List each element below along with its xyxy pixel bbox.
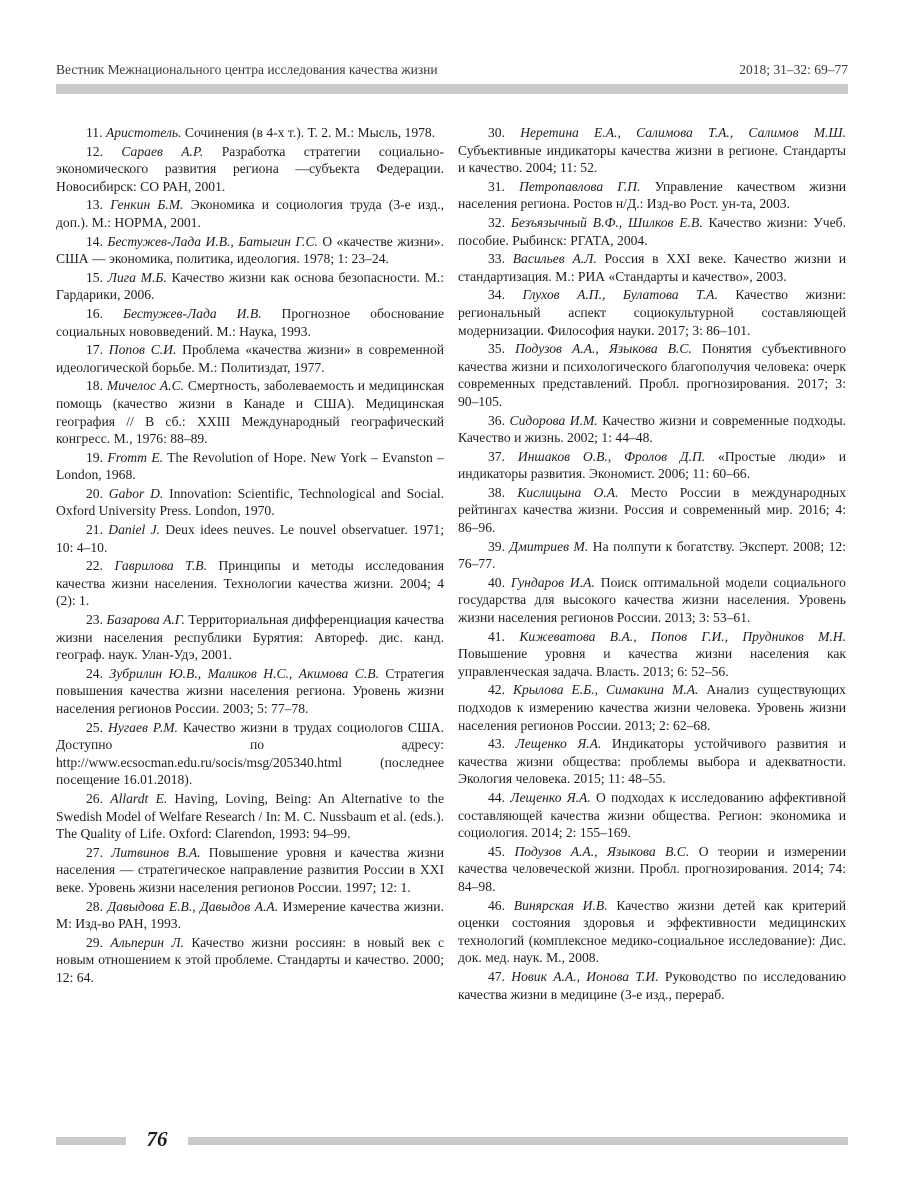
- reference-item: [56, 305, 444, 340]
- reference-item: [458, 340, 846, 410]
- reference-text: The Revolution of Hope. New York – Evanston – London, 1968.: [56, 449, 444, 483]
- reference-number: 25.: [86, 719, 103, 735]
- reference-number: 20.: [86, 485, 103, 501]
- reference-text: Качество жизни: Учеб. пособие. Рыбинск: РГАТА, 2004.: [458, 214, 846, 248]
- reference-text: Прогнозное обоснование социальных нововведений. М.: Наука, 1993.: [56, 305, 444, 339]
- reference-author: Бестужев-Лада И.В.: [122, 305, 262, 321]
- reference-number: 40.: [488, 574, 505, 590]
- reference-number: 44.: [488, 789, 505, 805]
- reference-author: Мичелос А.С.: [106, 378, 185, 394]
- reference-author: Лещенко Я.А.: [510, 789, 591, 805]
- reference-text: Качество жизни: региональный аспект социокультурной составляющей модернизации. Философия науки. 2017; 3: 86–101.: [458, 287, 846, 338]
- reference-number: 18.: [86, 378, 103, 394]
- reference-author: Винярская И.В.: [513, 897, 608, 913]
- reference-number: 37.: [488, 448, 505, 464]
- reference-author: Зубрилин Ю.В., Маликов Н.С., Акимова С.В.: [109, 665, 379, 681]
- reference-author: Fromm E.: [107, 449, 164, 465]
- reference-text: Руководство по исследованию качества жизни в медицине (3-е изд., перераб.: [458, 968, 847, 1002]
- reference-author: Сараев А.Р.: [121, 143, 204, 159]
- reference-number: 27.: [86, 844, 103, 860]
- reference-item: [56, 143, 444, 196]
- reference-author: Кислицына О.А.: [517, 484, 619, 500]
- reference-item: [56, 719, 444, 789]
- reference-author: Глухов А.П., Булатова Т.А.: [522, 287, 718, 303]
- reference-text: Проблема «качества жизни» в современной идеологической борьбе. М.: Политиздат, 1977.: [56, 342, 444, 375]
- reference-number: 26.: [86, 790, 103, 806]
- reference-text: Deux idees neuves. Le nouvel observatuer. 1971; 10: 4–10.: [56, 522, 444, 555]
- reference-item: [56, 790, 444, 843]
- reference-item: [56, 485, 444, 520]
- reference-item: [56, 844, 444, 897]
- reference-number: 41.: [488, 628, 505, 644]
- reference-author: Подузов А.А., Языкова В.С.: [514, 843, 690, 859]
- reference-number: 13.: [86, 197, 103, 213]
- reference-item: [458, 178, 846, 213]
- reference-item: [458, 538, 846, 573]
- reference-item: [56, 898, 444, 933]
- reference-item: [56, 611, 444, 664]
- reference-author: Крылова Е.Б., Симакина М.А.: [512, 682, 699, 698]
- reference-text: Повышение уровня и качества жизни населения — стратегическое направление развития России в XXI веке. Уровень жизни населения регионов России. 1997; 12: 1.: [56, 844, 444, 895]
- reference-number: 38.: [488, 484, 505, 500]
- reference-item: [56, 449, 444, 484]
- reference-item: [458, 286, 846, 339]
- reference-item: [458, 897, 846, 967]
- reference-number: 32.: [488, 214, 505, 230]
- reference-item: [458, 735, 846, 788]
- reference-text: Having, Loving, Being: An Alternative to the Swedish Model of Welfare Research / In: M. C. Nussbaum et al. (eds.). The Quality of Life. Oxford: Clarendon, 1993: 94–99.: [56, 790, 444, 842]
- reference-text: Смертность, заболеваемость и медицинская помощь (качество жизни в Канаде и США). Медицинская география // В сб.: XXIII Международный географический конгресс. М., 1976: 88–89.: [56, 378, 444, 447]
- reference-item: [56, 521, 444, 556]
- references-column-right: [458, 124, 846, 1004]
- reference-item: [458, 214, 846, 249]
- reference-author: Нугаев Р.М.: [108, 719, 178, 735]
- reference-number: 11.: [86, 125, 103, 140]
- page-number: 76: [146, 1127, 168, 1151]
- reference-text: Субъективные индикаторы качества жизни в регионе. Стандарты и качество. 2004; 11: 52.: [458, 142, 846, 176]
- reference-text: На полпути к богатству. Эксперт. 2008; 12: 76–77.: [458, 538, 846, 572]
- reference-text: Качество жизни детей как критерий оценки состояния здоровья и эффективности медицинских технологий (комплексное медико-социальное исследование): Дис. док. мед. наук. М., 2008.: [458, 897, 846, 966]
- reference-number: 23.: [86, 612, 103, 628]
- reference-number: 45.: [488, 843, 505, 859]
- reference-author: Дмитриев М.: [509, 538, 589, 554]
- reference-author: Daniel J.: [108, 522, 161, 538]
- reference-text: Понятия субъективного качества жизни и психологического благополучия человека: очерк современных представлений. Пробл. прогнозирования. 2017; 3: 90–105.: [458, 341, 846, 409]
- footer-rule-left: [56, 1137, 126, 1145]
- reference-text: Анализ существующих подходов к измерению качества жизни человека. Уровень жизни населения регионов России. 2013; 2: 62–68.: [458, 682, 846, 733]
- reference-item: [458, 574, 846, 627]
- reference-number: 35.: [488, 341, 505, 357]
- reference-text: О теории и измерении качества человеческой жизни. Пробл. прогнозирования. 2014; 74: 84–98.: [458, 843, 846, 894]
- reference-text: Качество жизни и современные подходы. Качество и жизнь. 2002; 1: 44–48.: [458, 412, 846, 446]
- reference-number: 29.: [86, 934, 103, 950]
- issue-info: 2018; 31–32: 69–77: [739, 62, 848, 77]
- reference-number: 34.: [488, 287, 505, 303]
- reference-author: Gabor D.: [108, 485, 164, 501]
- reference-item: [458, 681, 846, 734]
- reference-item: [458, 843, 846, 896]
- reference-text: О «качестве жизни». США — экономика, политика, идеология. 1978; 1: 23–24.: [56, 233, 444, 267]
- reference-item: [458, 484, 846, 537]
- reference-item: [56, 665, 444, 718]
- reference-author: Лига М.Б.: [107, 269, 167, 285]
- reference-text: Innovation: Scientific, Technological and Social. Oxford University Press. London, 1970.: [56, 485, 444, 519]
- reference-author: Васильев А.Л.: [512, 251, 597, 267]
- reference-item: [458, 968, 846, 1003]
- reference-author: Попов С.И.: [108, 342, 177, 358]
- reference-author: Иншаков О.В., Фролов Д.П.: [517, 448, 706, 464]
- reference-author: Подузов А.А., Языкова В.С.: [515, 341, 692, 357]
- header-rule: [56, 84, 848, 94]
- running-header: [56, 62, 848, 78]
- reference-author: Сидорова И.М.: [509, 412, 598, 428]
- reference-number: 24.: [86, 665, 103, 681]
- reference-item: [56, 557, 444, 610]
- reference-number: 28.: [86, 898, 103, 914]
- reference-text: Россия в XXI веке. Качество жизни и стандартизация. М.: РИА «Стандарты и качество», 2003.: [458, 251, 846, 284]
- reference-text: «Простые люди» и индикаторы развития. Экономист. 2006; 11: 60–66.: [458, 448, 846, 482]
- reference-number: 17.: [86, 342, 103, 358]
- reference-item: [56, 377, 444, 447]
- reference-text: Территориальная дифференциация качества жизни населения республики Бурятия: Автореф. дис. канд. географ. наук. Улан-Удэ, 2001.: [56, 612, 444, 663]
- reference-number: 21.: [86, 522, 103, 538]
- reference-author: Гаврилова Т.В.: [114, 558, 207, 574]
- reference-text: Поиск оптимальной модели социального государства для высокого качества жизни населения. Уровень жизни населения регионов России. 2013; 3: 53–61.: [458, 574, 846, 626]
- reference-item: [56, 124, 444, 142]
- reference-item: [458, 789, 846, 842]
- reference-author: Неретина Е.А., Салимова Т.А., Салимов М.Ш.: [520, 125, 846, 140]
- reference-item: [56, 233, 444, 268]
- reference-number: 15.: [86, 269, 103, 285]
- reference-item: [458, 250, 846, 285]
- reference-author: Лещенко Я.А.: [515, 736, 602, 752]
- reference-text: Измерение качества жизни. М: Изд-во РАН, 1993.: [56, 898, 444, 932]
- reference-author: Аристотель.: [105, 125, 182, 140]
- reference-number: 47.: [488, 968, 505, 984]
- reference-text: Стратегия повышения качества жизни населения региона. Уровень жизни населения регионов России. 2003; 5: 77–78.: [56, 665, 444, 716]
- reference-item: [458, 124, 846, 177]
- reference-number: 46.: [488, 897, 505, 913]
- reference-text: Качество жизни как основа безопасности. М.: Гардарики, 2006.: [56, 269, 444, 303]
- reference-number: 31.: [488, 178, 505, 194]
- journal-title: Вестник Межнационального центра исследования качества жизни: [56, 62, 438, 77]
- reference-author: Кижеватова В.А., Попов Г.И., Прудников М.Н.: [519, 628, 847, 644]
- reference-number: 22.: [86, 558, 103, 574]
- reference-text: Управление качеством жизни населения региона. Ростов н/Д.: Изд-во Рост. ун-та, 2003.: [458, 178, 847, 212]
- reference-number: 33.: [488, 251, 505, 267]
- reference-item: [56, 196, 444, 231]
- reference-item: [56, 269, 444, 304]
- reference-number: 14.: [86, 233, 103, 249]
- reference-number: 43.: [488, 736, 505, 752]
- reference-number: 30.: [488, 125, 505, 140]
- reference-author: Allardt E.: [110, 790, 168, 806]
- reference-item: [458, 628, 846, 681]
- reference-number: 16.: [86, 305, 103, 321]
- reference-number: 36.: [488, 412, 505, 428]
- reference-text: Качество жизни россиян: в новый век с новым отношением к этой проблеме. Стандарты и качество. 2000; 12: 64.: [56, 934, 444, 985]
- reference-item: [458, 412, 846, 447]
- reference-author: Безъязычный В.Ф., Шилков Е.В.: [510, 214, 703, 230]
- reference-number: 42.: [488, 682, 505, 698]
- reference-text: Повышение уровня и качества жизни населения как управленческая задача. Власть. 2013; 6: 52–56.: [458, 646, 846, 679]
- reference-item: [56, 341, 444, 376]
- reference-number: 12.: [86, 143, 103, 159]
- reference-text: Разработка стратегии социально-экономического развития региона —субъекта Федерации. Новосибирск: СО РАН, 2001.: [56, 143, 444, 194]
- reference-number: 39.: [488, 538, 505, 554]
- reference-author: Литвинов В.А.: [111, 844, 201, 860]
- reference-text: Индикаторы устойчивого развития и качества жизни общества: проблемы выбора и адекватности. Экология человека. 2015; 11: 48–55.: [458, 736, 846, 787]
- reference-text: О подходах к исследованию аффективной составляющей качества жизни общества. Регион: экономика и социология. 2014; 2: 155–169.: [458, 789, 846, 841]
- reference-author: Бестужев-Лада И.В., Батыгин Г.С.: [107, 233, 318, 249]
- reference-item: [458, 448, 846, 483]
- reference-text: Качество жизни в трудах социологов США. Доступно по адресу: http://www.ecsocman.edu.ru/socis/msg/205340.html (последнее посещение 16.01.2018).: [56, 719, 444, 788]
- reference-author: Новик А.А., Ионова Т.И.: [511, 968, 659, 984]
- reference-author: Давыдова Е.В., Давыдов А.А.: [107, 898, 279, 914]
- reference-text: Сочинения (в 4-х т.). Т. 2. М.: Мысль, 1978.: [181, 125, 436, 140]
- reference-author: Петропавлова Г.П.: [519, 178, 641, 194]
- reference-number: 19.: [86, 449, 103, 465]
- reference-text: Принципы и методы исследования качества жизни населения. Технологии качества жизни. 2004; 4 (2): 1.: [56, 558, 444, 609]
- reference-author: Генкин Б.М.: [110, 197, 184, 213]
- reference-text: Экономика и социология труда (3-е изд., доп.). М.: НОРМА, 2001.: [56, 197, 444, 230]
- reference-text: Место России в международных рейтингах качества жизни. Россия и современный мир. 2016; 4: 86–96.: [458, 484, 846, 536]
- reference-author: Гундаров И.А.: [510, 574, 595, 590]
- references-column-left: [56, 124, 444, 988]
- reference-author: Альперин Л.: [110, 934, 184, 950]
- reference-author: Базарова А.Г.: [106, 612, 185, 628]
- reference-item: [56, 934, 444, 987]
- footer-rule-right: [188, 1137, 848, 1145]
